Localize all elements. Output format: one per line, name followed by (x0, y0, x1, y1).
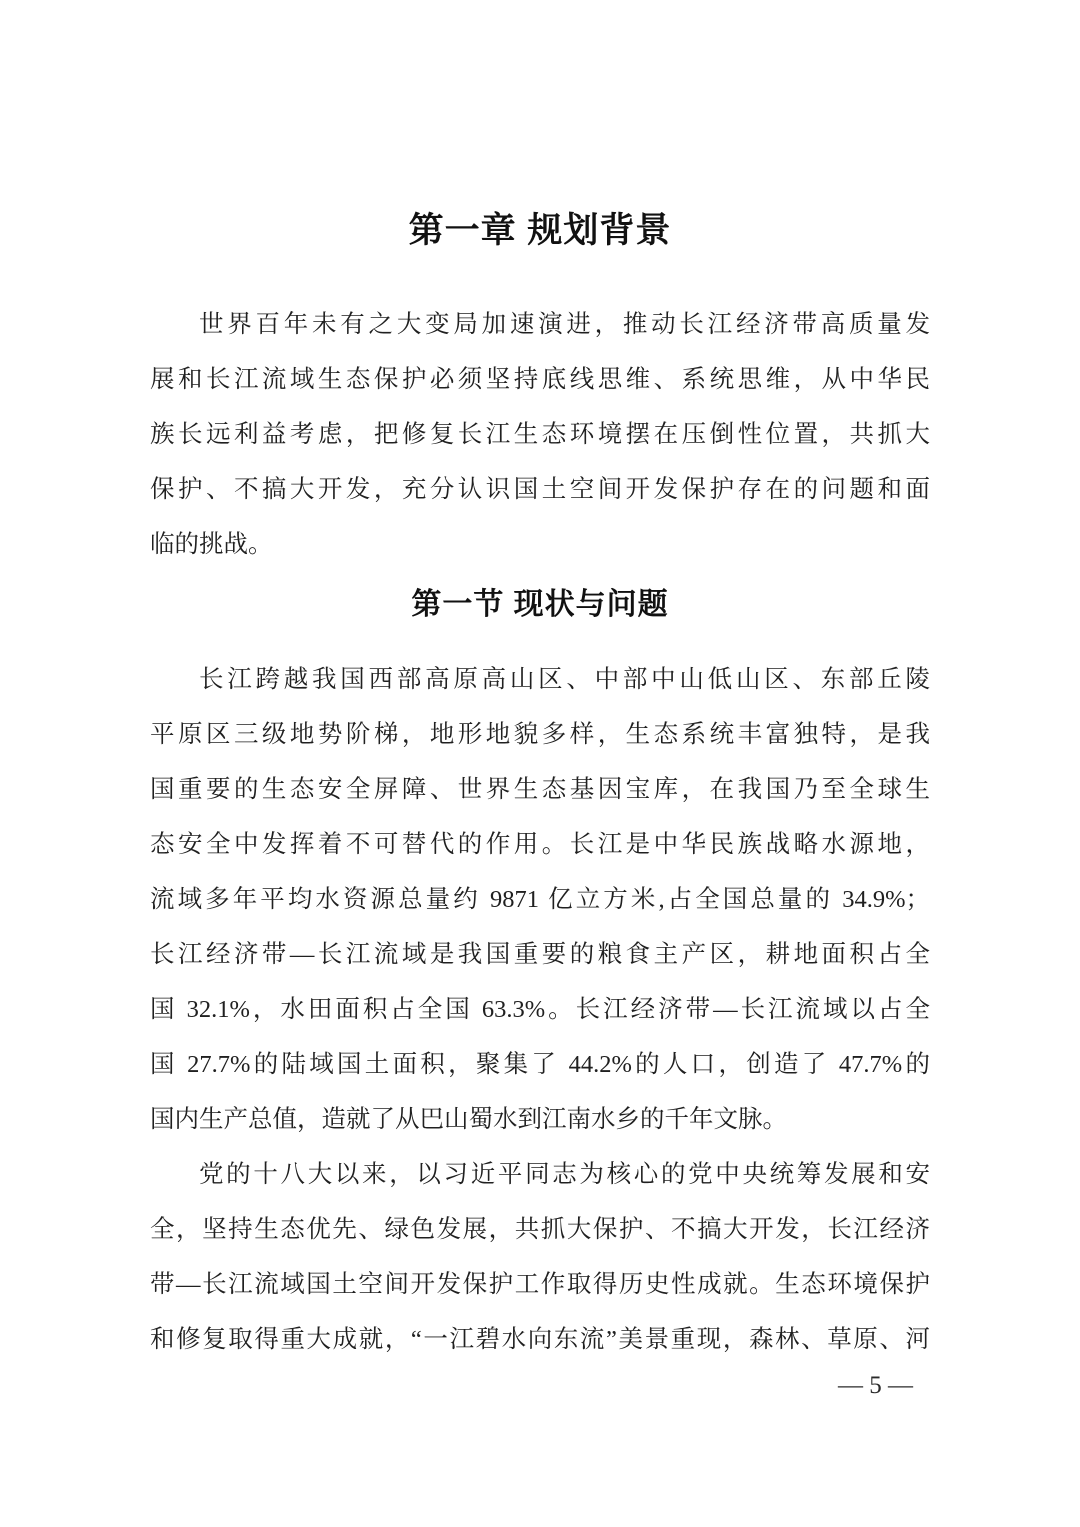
text-line: 国内生产总值，造就了从巴山蜀水到江南水乡的千年文脉。 (150, 1106, 787, 1133)
text-line: 党的十八大以来，以习近平同志为核心的党中央统筹发展和安 (199, 1161, 930, 1188)
intro-paragraph (150, 297, 930, 572)
text-line: 临的挑战。 (150, 531, 273, 558)
text-line: 国 32.1%，水田面积占全国 63.3%。长江经济带—长江流域以占全 (150, 996, 930, 1023)
text-line: 展和长江流域生态保护必须坚持底线思维、系统思维，从中华民 (150, 366, 930, 393)
text-line: 保护、不搞大开发，充分认识国土空间开发保护存在的问题和面 (150, 476, 930, 503)
text-line: 族长远利益考虑，把修复长江生态环境摆在压倒性位置，共抓大 (150, 421, 930, 448)
status-paragraph-2 (150, 1147, 930, 1367)
text-line: 长江经济带—长江流域是我国重要的粮食主产区，耕地面积占全 (150, 941, 930, 968)
text-line: 国 27.7%的陆域国土面积，聚集了 44.2%的人口，创造了 47.7%的 (150, 1051, 930, 1078)
text-line: 长江跨越我国西部高原高山区、中部中山低山区、东部丘陵 (199, 666, 930, 693)
text-line: 态安全中发挥着不可替代的作用。长江是中华民族战略水源地， (150, 831, 930, 858)
text-line: 全，坚持生态优先、绿色发展，共抓大保护、不搞大开发，长江经济 (150, 1216, 930, 1243)
chapter-title: 第一章 规划背景 (408, 211, 672, 250)
section-title: 第一节 现状与问题 (411, 588, 669, 621)
status-paragraph-1 (150, 652, 930, 1147)
text-line: 平原区三级地势阶梯，地形地貌多样，生态系统丰富独特，是我 (150, 721, 930, 748)
page-number: — 5 — (838, 1372, 913, 1399)
text-line: 流域多年平均水资源总量约 9871 亿立方米,占全国总量的 34.9%； (150, 886, 930, 913)
text-line: 带—长江流域国土空间开发保护工作取得历史性成就。生态环境保护 (150, 1271, 930, 1298)
text-line: 和修复取得重大成就，“一江碧水向东流”美景重现，森林、草原、河 (150, 1326, 930, 1353)
text-line: 国重要的生态安全屏障、世界生态基因宝库，在我国乃至全球生 (150, 776, 930, 803)
text-line: 世界百年未有之大变局加速演进，推动长江经济带高质量发 (199, 311, 930, 338)
